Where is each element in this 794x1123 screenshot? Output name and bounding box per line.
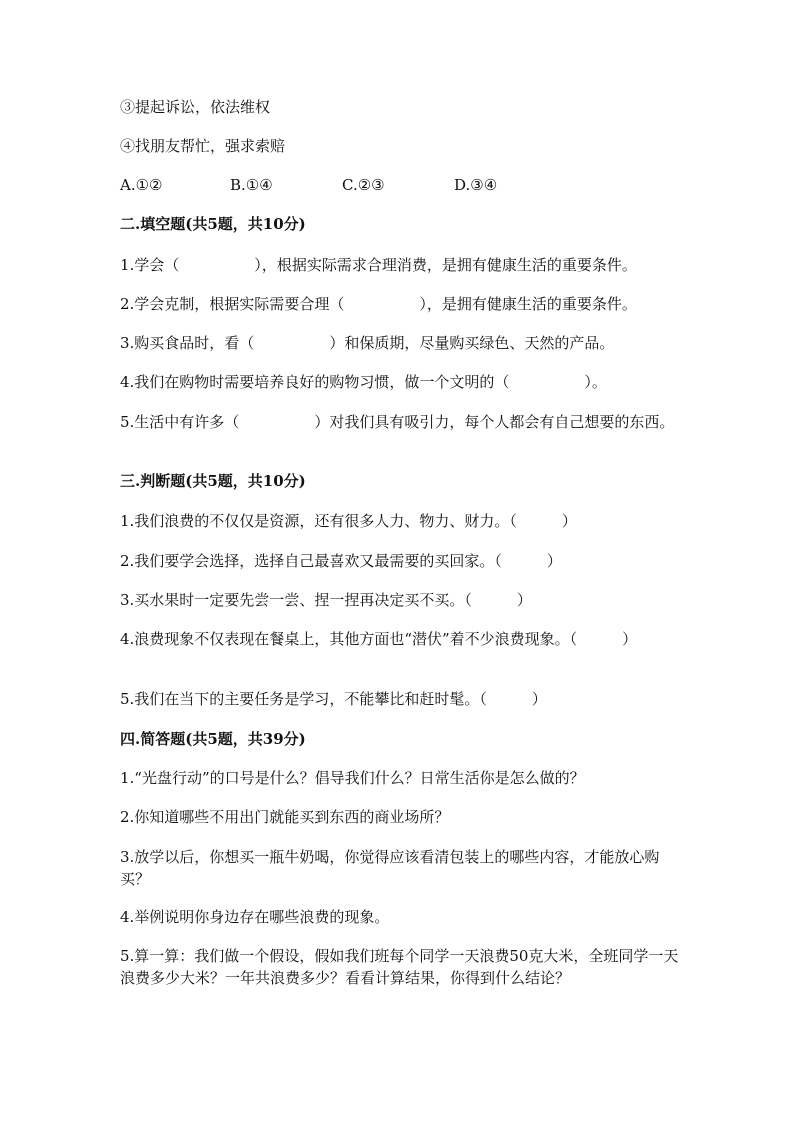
fill-blank-question: 2.学会克制，根据实际需要合理（ ），是拥有健康生活的重要条件。 (120, 295, 637, 313)
true-false-question: 1.我们浪费的不仅仅是资源，还有很多人力、物力、财力。（ ） (120, 512, 577, 530)
option-item-3: ③提起诉讼，依法维权 (120, 98, 271, 116)
section-title-fill-blank: 二.填空题(共5题，共10分) (120, 215, 306, 233)
true-false-question: 3.买水果时一定要先尝一尝、捏一捏再决定买不买。（ ） (120, 591, 532, 609)
short-answer-question: 3.放学以后，你想买一瓶牛奶喝，你觉得应该看清包装上的哪些内容，才能放心购买？ (120, 848, 660, 888)
fill-blank-question: 1.学会（ ），根据实际需求合理消费，是拥有健康生活的重要条件。 (120, 256, 637, 274)
choice-b: B.①④ (230, 176, 273, 194)
short-answer-question: 5.算一算：我们做一个假设，假如我们班每个同学一天浪费50克大米，全班同学一天浪费多少大米？一年共浪费多少？看看计算结果，你得到什么结论？ (120, 947, 679, 987)
true-false-question: 4.浪费现象不仅表现在餐桌上，其他方面也“潜伏”着不少浪费现象。（ ） (120, 630, 638, 648)
option-item-4: ④找朋友帮忙，强求索赔 (120, 137, 286, 155)
short-answer-question: 1.“光盘行动”的口号是什么？倡导我们什么？日常生活你是怎么做的？ (120, 769, 585, 787)
true-false-question: 5.我们在当下的主要任务是学习，不能攀比和赶时髦。（ ） (120, 690, 547, 708)
section-title-true-false: 三.判断题(共5题，共10分) (120, 472, 306, 490)
fill-blank-question: 3.购买食品时，看（ ）和保质期，尽量购买绿色、天然的产品。 (120, 334, 615, 352)
choice-a: A.①② (120, 176, 163, 194)
short-answer-question: 2.你知道哪些不用出门就能买到东西的商业场所？ (120, 808, 450, 826)
choice-c: C.②③ (342, 176, 385, 194)
fill-blank-question: 4.我们在购物时需要培养良好的购物习惯，做一个文明的（ ）。 (120, 373, 607, 391)
section-title-short-answer: 四.简答题(共5题，共39分) (120, 730, 306, 748)
true-false-question: 2.我们要学会选择，选择自己最喜欢又最需要的买回家。（ ） (120, 552, 562, 570)
short-answer-question: 4.举例说明你身边存在哪些浪费的现象。 (120, 908, 390, 926)
fill-blank-question: 5.生活中有许多（ ）对我们具有吸引力，每个人都会有自己想要的东西。 (120, 413, 675, 431)
choice-d: D.③④ (454, 176, 498, 194)
